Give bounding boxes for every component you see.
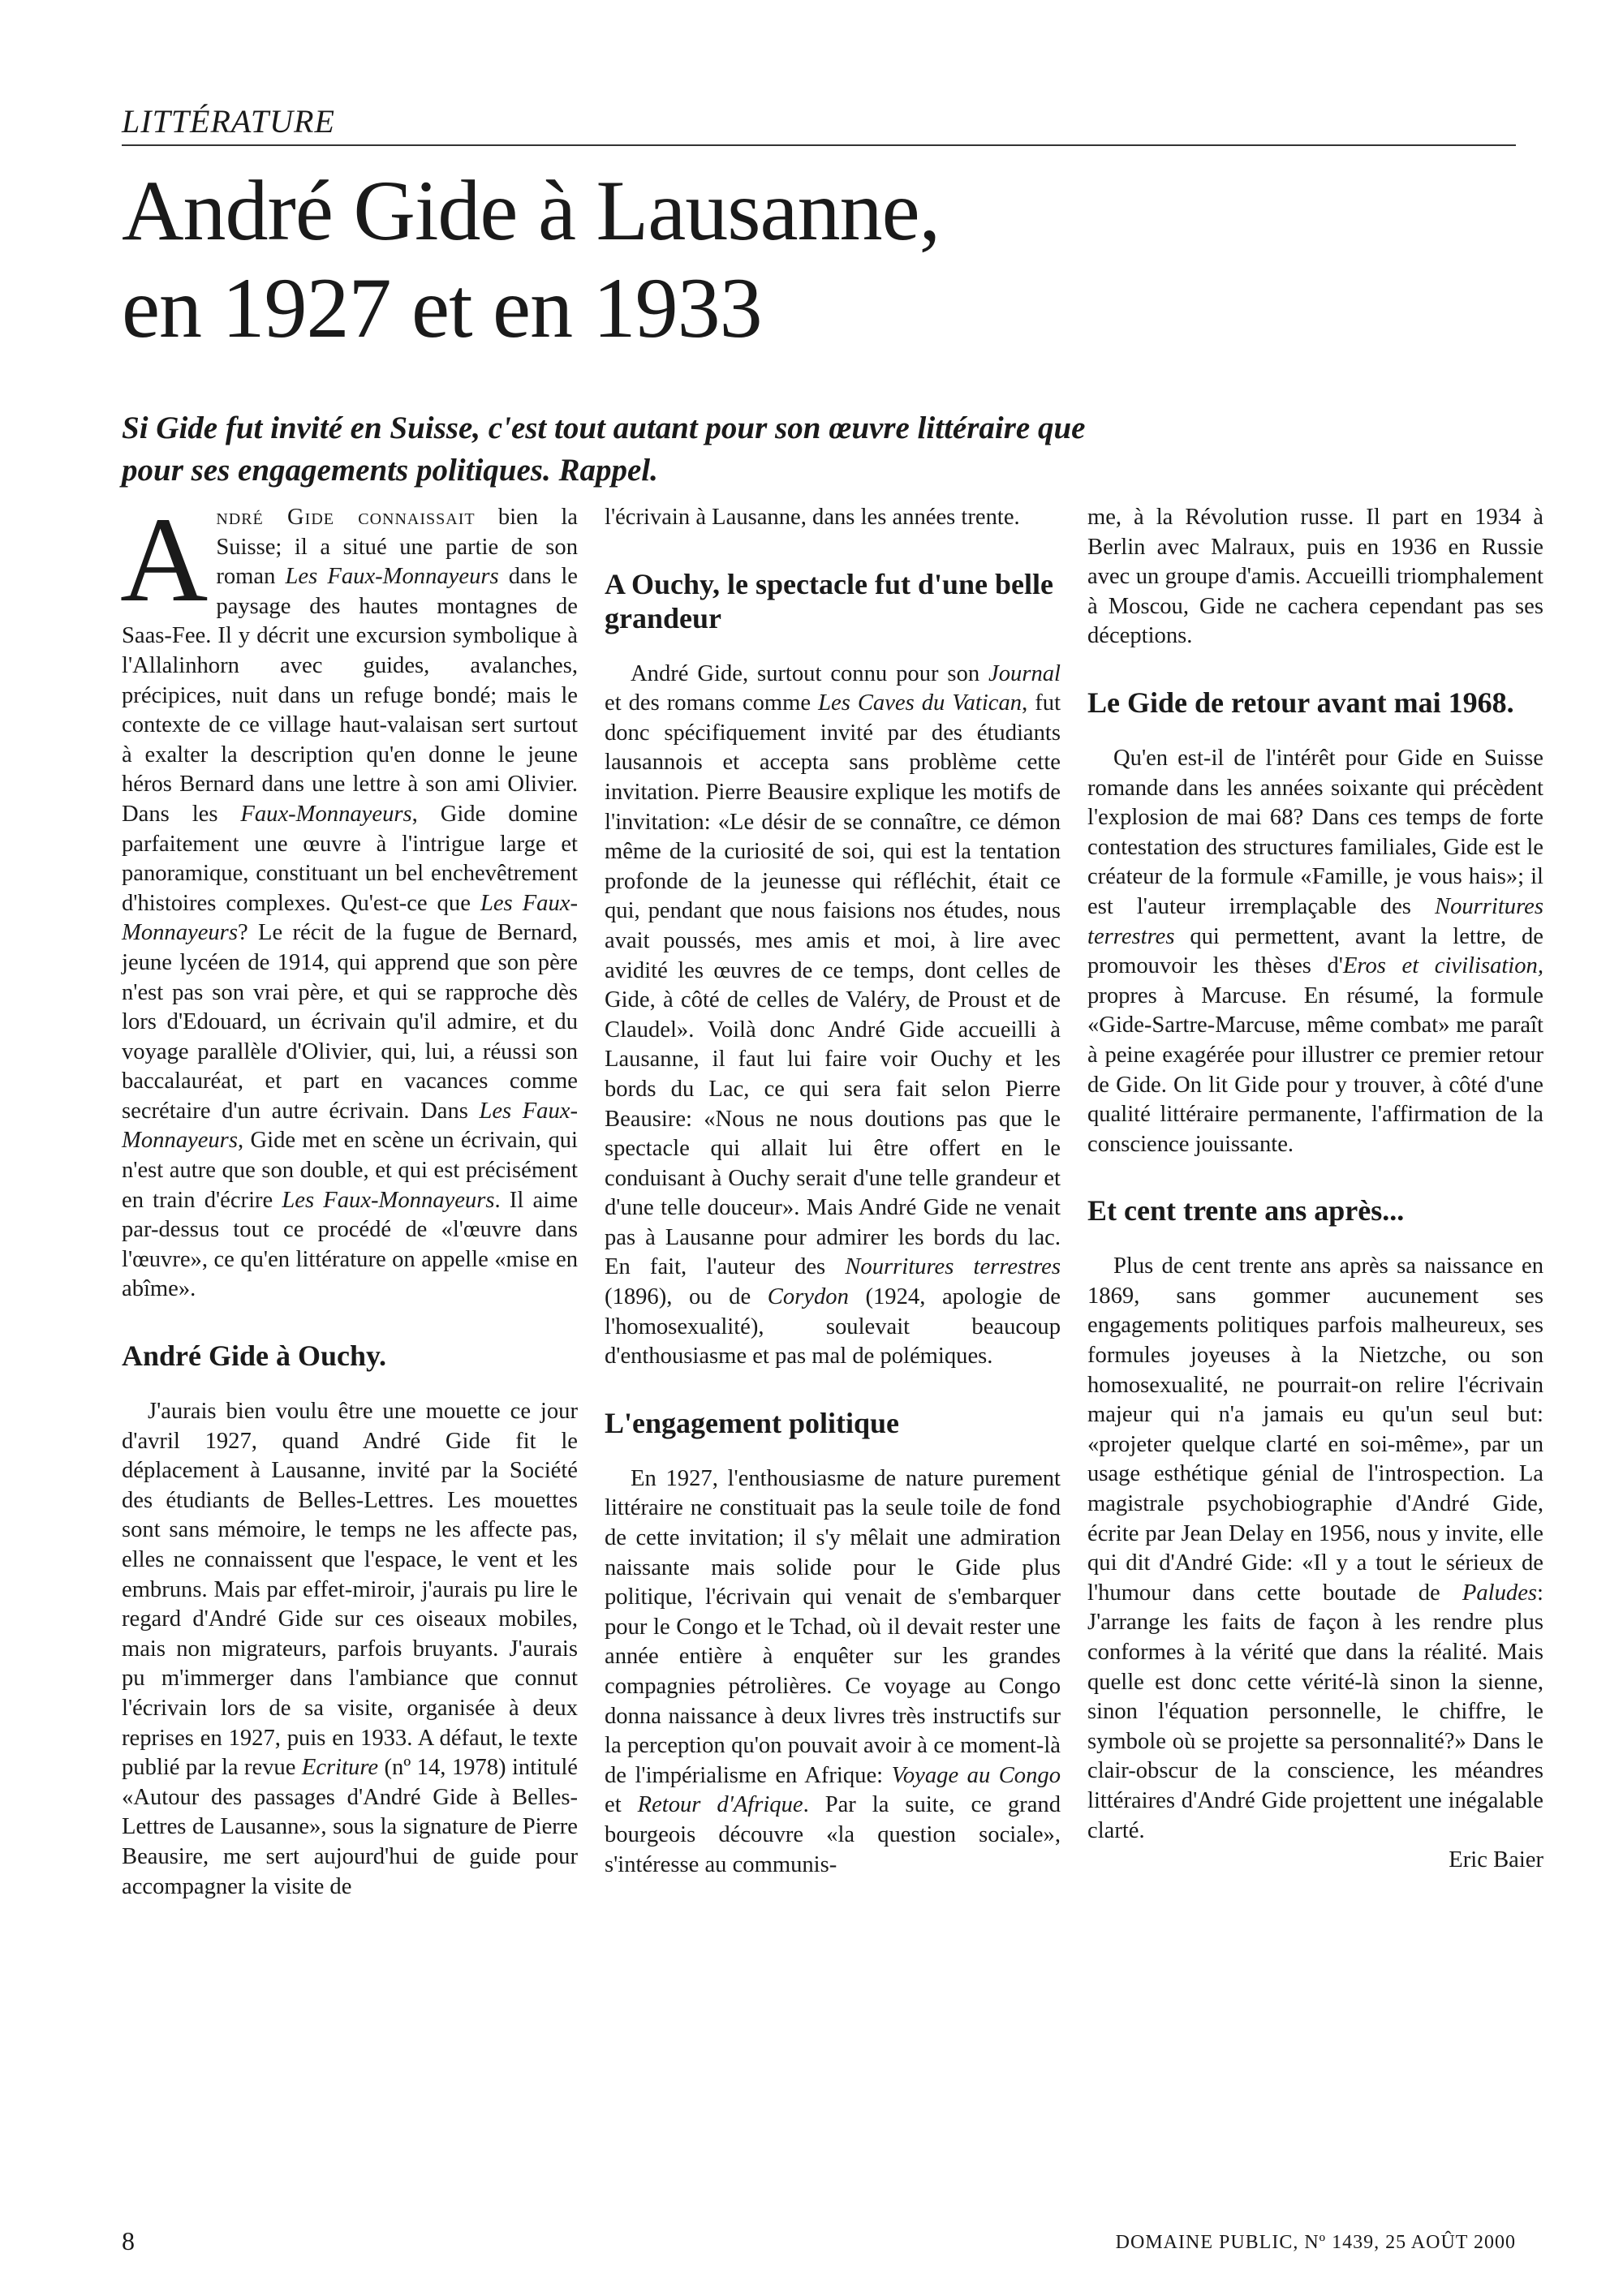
book-title: Les Faux-Monnayeurs — [282, 1187, 495, 1213]
lede-line-1: Si Gide fut invité en Suisse, c'est tout autant pour son œuvre littéraire que — [122, 411, 1086, 445]
text-run: (nº 14, 1978) intitulé «Autour des passages d'André Gide à Belles-Lettres de Lausanne», sous la signature de Pierre Beausire, me sert aujourd'hui de guide pour accompagner la visite de — [122, 1755, 578, 1899]
subheading-retour: Le Gide de retour avant mai 1968. — [1087, 686, 1514, 719]
book-title: Les Faux-Monnayeurs — [122, 890, 578, 946]
paragraph — [122, 1397, 578, 1902]
subheading-cent-trente: Et cent trente ans après... — [1087, 1194, 1405, 1228]
text-run: . Il aime par-dessus tout ce procédé de «l'œuvre dans l'œuvre», ce qu'en littérature on appelle «mise en abîme». — [122, 1187, 579, 1302]
text-run: ? Le récit de la fugue de Bernard, jeune lycéen de 1914, qui apprend que son père n'est pas son vrai père, et qui se rapproche dès lors d'Edouard, un écrivain qu'il admire, et du voyage parallèle d'Olivier, qui, lui, a réussi son baccalauréat, et part en vacances comme secrétaire d'un autre écrivain. Dans — [122, 920, 578, 1124]
text-run: , Gide met en scène un écrivain, qui n'est autre que son double, et qui est précisément en train d'écrire — [122, 1128, 578, 1213]
paragraph — [605, 660, 1061, 1372]
journal-title: Ecriture — [301, 1755, 379, 1781]
publication-masthead: DOMAINE PUBLIC, Nº 1439, 25 AOÛT 2000 — [1115, 2232, 1516, 2253]
book-title: Les Caves du Vatican — [818, 690, 1022, 716]
book-title: Paludes — [1462, 1580, 1538, 1606]
book-title: Les Faux-Monnayeurs — [285, 564, 499, 590]
text-run: Plus de cent trente ans après sa naissance en 1869, sans gommer aucunement ses engagements politiques parfois malheureux, ses formules joyeuses à la Nietzche, ou son homosexualité, ne pourrait-on relire l'écrivain majeur qui n'a jamais eu qu'un seul but: «projeter quelque clarté en soi-même», par un usage esthétique génial de l'introspection. La magistrale psychobiographie d'André Gide, écrite par Jean Delay en 1956, nous y invite, elle qui dit d'André Gide: «Il y a tout le sérieux de l'humour dans cette boutade de — [1087, 1253, 1543, 1606]
text-run: dans le paysage des hautes montagnes de Saas-Fee. Il y décrit une excursion symbolique à l'Allalinhorn avec guides, avalanches, précipices, nuit dans un refuge bondé; mais le contexte de ce village haut-valaisan sert surtout à exalter la description qu'en donne le jeune héros Bernard dans une lettre à son ami Olivier. Dans les — [122, 564, 578, 827]
text-run: . Par la suite, ce grand bourgeois découvre «la question sociale», s'intéresse au communis- — [605, 1792, 1061, 1877]
text-run: Qu'en est-il de l'intérêt pour Gide en Suisse romande dans les années soixante qui précèdent l'explosion de mai 68? Dans ces temps de forte contestation des structures familiales, Gide est le créateur de la formule «Famille, je vous hais»; il est l'auteur irremplaçable des — [1087, 745, 1543, 919]
article-title — [122, 162, 1516, 357]
text-run: En 1927, l'enthousiasme de nature purement littéraire ne constituait pas la seule toile de fond de cette invitation; il s'y mêlait une admiration naissante mais solide pour le Gide plus politique, l'écrivain qui venait de s'embarquer pour le Congo et le Tchad, où il devait rester une année entière à enquêter sur les grandes compagnies pétrolières. Ce voyage au Congo donna naissance à deux livres très instructifs sur la perception qu'on pouvait avoir à ce moment-là de l'impérialisme en Afrique: — [605, 1465, 1061, 1788]
book-title: Retour d'Afrique — [637, 1792, 803, 1818]
book-title: Voyage au Congo — [891, 1762, 1061, 1788]
section-rubric: LITTÉRATURE — [122, 101, 1516, 146]
paragraph — [120, 492, 579, 1305]
paragraph: l'écrivain à Lausanne, dans les années trente. — [605, 505, 1020, 530]
subheading-spectacle: A Ouchy, le spectacle fut d'une belle grandeur — [605, 567, 1053, 634]
article-lede — [122, 407, 1339, 492]
paragraph — [1087, 744, 1543, 1159]
book-title: Journal — [988, 660, 1061, 686]
text-run: , Gide domine parfaitement une œuvre à l'intrigue large et panoramique, constituant un bel enchevêtrement d'histoires complexes. Qu'est-ce que — [122, 801, 578, 916]
book-title: Eros et civilisation, — [1342, 953, 1543, 979]
paragraph: me, à la Révolution russe. Il part en 1934 à Berlin avec Malraux, puis en 1936 en Russie avec un groupe d'amis. Accueilli triomphalement à Moscou, Gide ne cachera cependant pas ses déceptions. — [1087, 505, 1543, 649]
text-column-1 — [120, 492, 579, 1902]
text-run: et des romans comme — [605, 690, 819, 716]
text-run: et — [605, 1792, 638, 1818]
text-run: bien la Suisse; il a situé une partie de son roman — [216, 505, 578, 590]
book-title: Les Faux-Monnayeurs — [122, 1098, 578, 1154]
subheading-ouchy: André Gide à Ouchy. — [122, 1339, 387, 1373]
paragraph — [1087, 1252, 1543, 1846]
text-column-3 — [1087, 503, 1543, 1876]
text-run: propres à Marcuse. En résumé, la formule «Gide-Sartre-Marcuse, même combat» me paraît à peine exagérée pour illustrer ce premier retour de Gide. On lit Gide pour y trouver, à côté d'une qualité littéraire permanente, l'affirmation de la conscience jouissante. — [1087, 982, 1543, 1157]
title-line-2: en 1927 et en 1933 — [122, 260, 762, 355]
drop-cap: A — [120, 492, 209, 627]
text-run: : J'arrange les faits de façon à les rendre plus conformes à la vérité que dans la réalité. Mais quelle est donc cette vérité-là sinon la sienne, sinon l'équation personnelle, le chiffre, le symbole où se projette sa personnalité?» Dans le clair-obscur de la conscience, les méandres littéraires d'André Gide projettent une inégalable clarté. — [1087, 1580, 1543, 1843]
text-run: (1924, apologie de l'homosexualité), soulevait beaucoup d'enthousiasme et pas mal de polémiques. — [605, 1284, 1061, 1369]
lede-line-2: pour ses engagements politiques. Rappel. — [122, 453, 658, 488]
page-number: 8 — [122, 2226, 135, 2255]
text-run: , fut donc spécifiquement invité par des étudiants lausannois et accepta sans problème cette invitation. Pierre Beausire explique les motifs de l'invitation: «Le désir de se connaître, ce démon même de la curiosité de soi, qui est la tentation profonde de la jeunesse qui réfléchit, était ce qui, pendant que nous faisions nos études, nous avait poussés, mes amis et moi, à lire avec avidité les œuvres de ce temps, dont celles de Gide, à côté de celles de Valéry, de Proust et de Claudel». Voilà donc André Gide accueilli à Lausanne, il faut lui faire voir Ouchy et les bords du Lac, ce qui sera fait selon Pierre Beausire: «Nous ne nous doutions pas que le spectacle qui allait lui être offert en le conduisant à Ouchy serait d'une telle grandeur et d'une telle douceur». Mais André Gide ne venait pas à Lausanne pour admirer les bords du lac. En fait, l'auteur des — [605, 690, 1061, 1280]
book-title: Corydon — [767, 1284, 849, 1310]
text-run: qui permettent, avant la lettre, de promouvoir les thèses d' — [1087, 923, 1543, 979]
intro-small-caps: ndré Gide connaissait — [216, 505, 476, 530]
text-run: André Gide, surtout connu pour son — [631, 660, 989, 686]
paragraph — [605, 1464, 1061, 1880]
book-title: Nourritures terrestres — [845, 1254, 1061, 1280]
text-run: J'aurais bien voulu être une mouette ce jour d'avril 1927, quand André Gide fit le déplacement à Lausanne, invité par la Société des étudiants de Belles-Lettres. Les mouettes sont sans mémoire, le temps ne les affecte pas, elles ne connaissent que l'espace, le vent et les embruns. Mais par effet-miroir, j'aurais pu lire le regard d'André Gide sur ces oiseaux mobiles, mais non migrateurs, parfois bruyants. J'aurais pu m'immerger dans l'ambiance que connut l'écrivain lors de sa visite, organisée à deux reprises en 1927, puis en 1933. A défaut, le texte publié par la revue — [122, 1399, 578, 1781]
text-column-2 — [605, 503, 1061, 1880]
author-name: Eric Baier — [1449, 1847, 1543, 1873]
text-run: (1896), ou de — [605, 1284, 768, 1310]
book-title: Nourritures terrestres — [1087, 893, 1543, 949]
book-title: Faux-Monnayeurs — [240, 801, 412, 827]
subheading-engagement: L'engagement politique — [605, 1406, 900, 1439]
title-line-1: André Gide à Lausanne, — [122, 163, 941, 258]
